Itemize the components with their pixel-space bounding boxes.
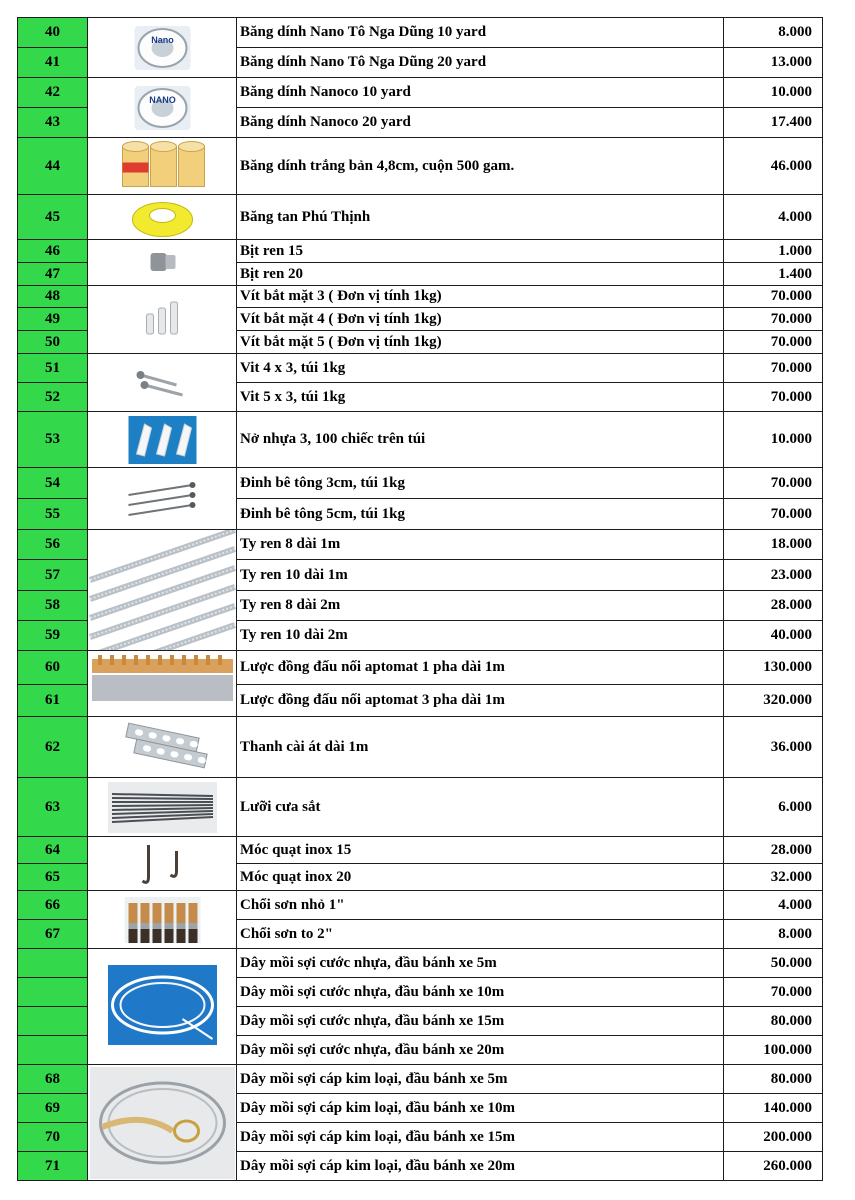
row-number: 65 [17, 863, 88, 891]
product-name: Dây mồi sợi cước nhựa, đầu bánh xe 15m [236, 1006, 724, 1036]
row-number: 53 [17, 411, 88, 468]
tape-roll-icon [87, 77, 237, 138]
product-name: Đinh bê tông 5cm, túi 1kg [236, 498, 724, 530]
product-name: Vit 5 x 3, túi 1kg [236, 382, 724, 412]
product-name: Đinh bê tông 3cm, túi 1kg [236, 467, 724, 499]
product-name: Lược đồng đấu nối aptomat 3 pha dài 1m [236, 684, 724, 717]
row-number: 52 [17, 382, 88, 412]
product-price: 17.400 [723, 107, 823, 138]
row-number: 56 [17, 529, 88, 560]
product-price: 18.000 [723, 529, 823, 560]
hacksaw-blade-icon [87, 777, 237, 837]
product-price: 200.000 [723, 1122, 823, 1152]
row-number: 54 [17, 467, 88, 499]
tape-roll-icon [87, 17, 237, 78]
product-name: Băng dính Nanoco 10 yard [236, 77, 724, 108]
row-number: 64 [17, 836, 88, 864]
row-number: 70 [17, 1122, 88, 1152]
row-number [17, 1035, 88, 1065]
product-name: Dây mồi sợi cáp kim loại, đầu bánh xe 5m [236, 1064, 724, 1094]
product-price: 70.000 [723, 498, 823, 530]
row-number: 67 [17, 919, 88, 949]
product-price: 32.000 [723, 863, 823, 891]
row-number: 43 [17, 107, 88, 138]
product-name: Bịt ren 20 [236, 262, 724, 286]
row-number: 71 [17, 1151, 88, 1181]
row-number [17, 977, 88, 1007]
row-number: 44 [17, 137, 88, 195]
row-number: 63 [17, 777, 88, 837]
row-number: 57 [17, 559, 88, 591]
row-number: 45 [17, 194, 88, 240]
product-price: 1.400 [723, 262, 823, 286]
product-price: 80.000 [723, 1006, 823, 1036]
row-number: 49 [17, 307, 88, 331]
plastic-anchor-icon [87, 411, 237, 468]
clear-tape-icon [87, 137, 237, 195]
product-name: Băng tan Phú Thịnh [236, 194, 724, 240]
product-price: 23.000 [723, 559, 823, 591]
row-number: 46 [17, 239, 88, 263]
product-price: 8.000 [723, 919, 823, 949]
product-price: 50.000 [723, 948, 823, 978]
product-price: 260.000 [723, 1151, 823, 1181]
product-price: 4.000 [723, 890, 823, 920]
product-name: Chổi sơn to 2" [236, 919, 724, 949]
product-price: 10.000 [723, 77, 823, 108]
product-price: 70.000 [723, 467, 823, 499]
product-price: 6.000 [723, 777, 823, 837]
product-name: Ty ren 10 dài 1m [236, 559, 724, 591]
row-number: 60 [17, 650, 88, 685]
product-name: Dây mồi sợi cáp kim loại, đầu bánh xe 10m [236, 1093, 724, 1123]
row-number: 61 [17, 684, 88, 717]
product-price: 70.000 [723, 382, 823, 412]
row-number: 47 [17, 262, 88, 286]
product-price: 40.000 [723, 620, 823, 651]
product-price: 8.000 [723, 17, 823, 48]
product-name: Dây mồi sợi cước nhựa, đầu bánh xe 10m [236, 977, 724, 1007]
product-name: Dây mồi sợi cáp kim loại, đầu bánh xe 15m [236, 1122, 724, 1152]
ptfe-tape-icon [87, 194, 237, 240]
product-name: Băng dính trắng bản 4,8cm, cuộn 500 gam. [236, 137, 724, 195]
product-name: Lưỡi cưa sắt [236, 777, 724, 837]
product-name: Dây mồi sợi cước nhựa, đầu bánh xe 5m [236, 948, 724, 978]
row-number: 69 [17, 1093, 88, 1123]
product-price: 70.000 [723, 353, 823, 383]
logo-text: Nano [151, 35, 174, 45]
row-number: 68 [17, 1064, 88, 1094]
paint-brush-icon [87, 890, 237, 949]
row-number: 41 [17, 47, 88, 78]
row-number: 42 [17, 77, 88, 108]
product-name: Bịt ren 15 [236, 239, 724, 263]
product-price: 130.000 [723, 650, 823, 685]
product-price: 70.000 [723, 307, 823, 331]
product-price: 4.000 [723, 194, 823, 240]
product-price: 28.000 [723, 836, 823, 864]
steel-fish-tape-icon [87, 1064, 237, 1181]
product-name: Vít bắt mặt 5 ( Đơn vị tính 1kg) [236, 330, 724, 354]
product-price: 46.000 [723, 137, 823, 195]
product-price: 70.000 [723, 977, 823, 1007]
product-name: Chổi sơn nhỏ 1" [236, 890, 724, 920]
busbar-icon [87, 650, 237, 717]
row-number: 62 [17, 716, 88, 778]
product-name: Móc quạt inox 15 [236, 836, 724, 864]
product-name: Nở nhựa 3, 100 chiếc trên túi [236, 411, 724, 468]
product-price: 80.000 [723, 1064, 823, 1094]
product-price: 140.000 [723, 1093, 823, 1123]
product-name: Băng dính Nano Tô Nga Dũng 10 yard [236, 17, 724, 48]
product-name: Ty ren 8 dài 1m [236, 529, 724, 560]
product-price: 13.000 [723, 47, 823, 78]
product-name: Móc quạt inox 20 [236, 863, 724, 891]
row-number: 40 [17, 17, 88, 48]
fan-hook-icon [87, 836, 237, 891]
product-name: Vit 4 x 3, túi 1kg [236, 353, 724, 383]
row-number: 66 [17, 890, 88, 920]
product-name: Ty ren 10 dài 2m [236, 620, 724, 651]
product-name: Băng dính Nanoco 20 yard [236, 107, 724, 138]
product-name: Thanh cài át dài 1m [236, 716, 724, 778]
product-price: 320.000 [723, 684, 823, 717]
logo-text: NANO [149, 95, 176, 105]
product-price: 70.000 [723, 330, 823, 354]
product-price: 100.000 [723, 1035, 823, 1065]
product-price: 70.000 [723, 285, 823, 308]
product-name: Vít bắt mặt 3 ( Đơn vị tính 1kg) [236, 285, 724, 308]
row-number: 51 [17, 353, 88, 383]
concrete-nail-icon [87, 467, 237, 530]
din-rail-icon [87, 716, 237, 778]
product-price: 10.000 [723, 411, 823, 468]
thread-cap-icon [87, 239, 237, 286]
screw-icon [87, 353, 237, 412]
row-number: 50 [17, 330, 88, 354]
row-number: 55 [17, 498, 88, 530]
row-number [17, 1006, 88, 1036]
product-price: 28.000 [723, 590, 823, 621]
row-number [17, 948, 88, 978]
product-name: Dây mồi sợi cước nhựa, đầu bánh xe 20m [236, 1035, 724, 1065]
wall-plug-screw-icon [87, 285, 237, 354]
product-price: 1.000 [723, 239, 823, 263]
row-number: 58 [17, 590, 88, 621]
product-name: Lược đồng đấu nối aptomat 1 pha dài 1m [236, 650, 724, 685]
product-name: Ty ren 8 dài 2m [236, 590, 724, 621]
row-number: 59 [17, 620, 88, 651]
product-price: 36.000 [723, 716, 823, 778]
product-name: Vít bắt mặt 4 ( Đơn vị tính 1kg) [236, 307, 724, 331]
threaded-rod-icon [87, 529, 237, 651]
row-number: 48 [17, 285, 88, 308]
product-name: Dây mồi sợi cáp kim loại, đầu bánh xe 20m [236, 1151, 724, 1181]
nylon-fish-tape-icon [87, 948, 237, 1065]
product-name: Băng dính Nano Tô Nga Dũng 20 yard [236, 47, 724, 78]
